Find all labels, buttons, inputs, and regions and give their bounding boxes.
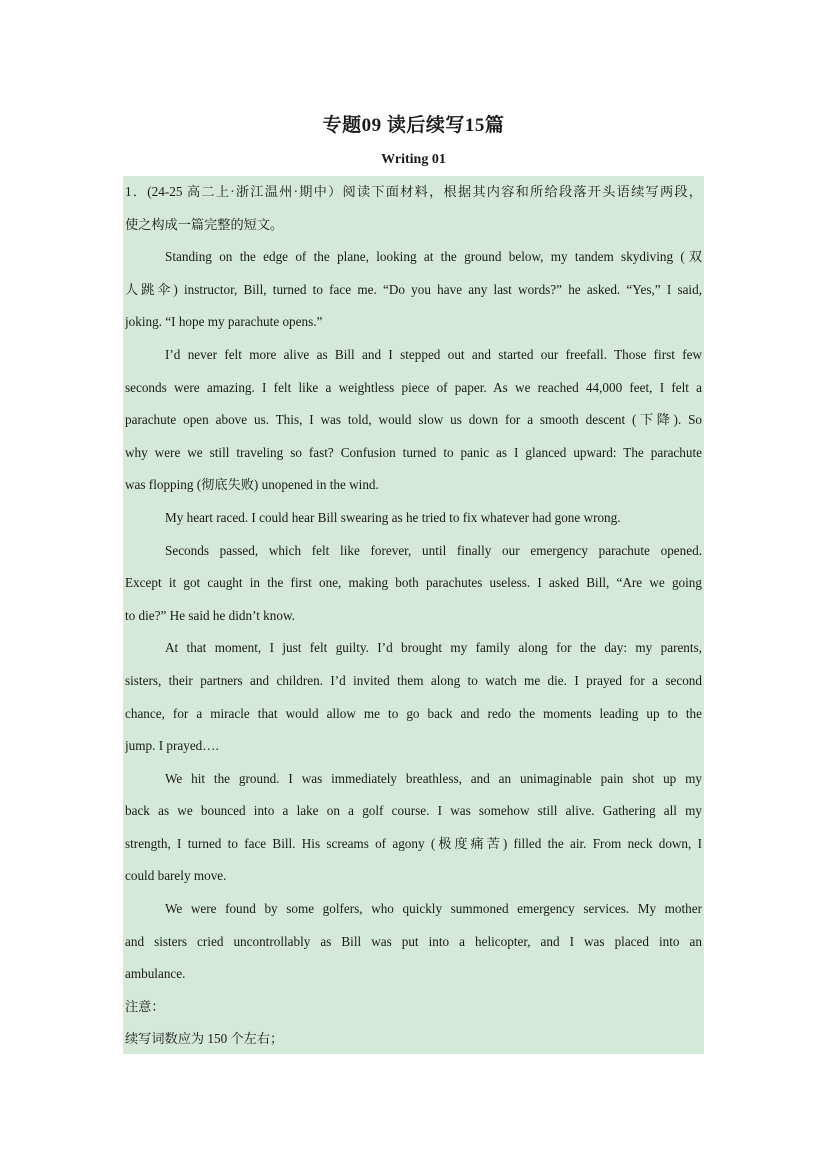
- document-title: 专题09 读后续写15篇: [322, 115, 505, 136]
- task-intro-line-1: 1．(24-25 高二上·浙江温州·期中）阅读下面材料，根据其内容和所给段落开头语续写两段，: [125, 184, 702, 199]
- passage-line: sisters, their partners and children. I’d invited them along to watch me die. I prayed for a second: [125, 672, 702, 688]
- passage-line: and sisters cried uncontrollably as Bill was put into a helicopter, and I was placed into an: [125, 933, 702, 949]
- passage-line: Seconds passed, which felt like forever, until finally our emergency parachute opened.: [165, 542, 702, 558]
- passage-line: I’d never felt more alive as Bill and I stepped out and started our freefall. Those first few: [165, 346, 702, 362]
- passage-line: Except it got caught in the first one, making both parachutes useless. I asked Bill, “Are we going: [125, 575, 702, 591]
- passage-line: We were found by some golfers, who quickly summoned emergency services. My mother: [165, 901, 702, 917]
- passage-line: strength, I turned to face Bill. His screams of agony (极度痛苦) filled the air. From neck down, I: [125, 835, 702, 851]
- reading-passage-panel: [123, 176, 704, 1054]
- passage-line: why were we still traveling so fast? Confusion turned to panic as I glanced upward: The parachute: [125, 444, 702, 460]
- passage-line: could barely move.: [125, 868, 227, 884]
- section-subtitle: Writing 01: [381, 152, 446, 167]
- passage-line: joking. “I hope my parachute opens.”: [125, 314, 323, 330]
- passage-line: Standing on the edge of the plane, looking at the ground below, my tandem skydiving (双: [165, 249, 702, 265]
- passage-line: to die?” He said he didn’t know.: [125, 607, 295, 623]
- passage-line: My heart raced. I could hear Bill swearing as he tried to fix whatever had gone wrong.: [165, 509, 621, 525]
- passage-line: back as we bounced into a lake on a golf course. I was somehow still alive. Gathering all my: [125, 803, 702, 819]
- notes-label: 注意：: [125, 998, 165, 1014]
- passage-line: jump. I prayed….: [125, 738, 219, 754]
- passage-line: seconds were amazing. I felt like a weightless piece of paper. As we reached 44,000 feet, I felt a: [125, 379, 702, 395]
- passage-line: parachute open above us. This, I was told, would slow us down for a smooth descent (下降). So: [125, 412, 702, 428]
- passage-line: We hit the ground. I was immediately breathless, and an unimaginable pain shot up my: [165, 770, 702, 786]
- passage-line: At that moment, I just felt guilty. I’d brought my family along for the day: my parents,: [165, 640, 702, 656]
- passage-line: was flopping (彻底失败) unopened in the wind.: [125, 477, 379, 493]
- task-intro-line-2: 使之构成一篇完整的短文。: [125, 216, 284, 232]
- passage-line: ambulance.: [125, 966, 186, 982]
- passage-line: chance, for a miracle that would allow me to go back and redo the moments leading up to the: [125, 705, 702, 721]
- notes-item: 续写词数应为 150 个左右；: [125, 1031, 284, 1047]
- passage-line: 人跳伞) instructor, Bill, turned to face me. “Do you have any last words?” he asked. “Yes,” I said,: [125, 281, 702, 297]
